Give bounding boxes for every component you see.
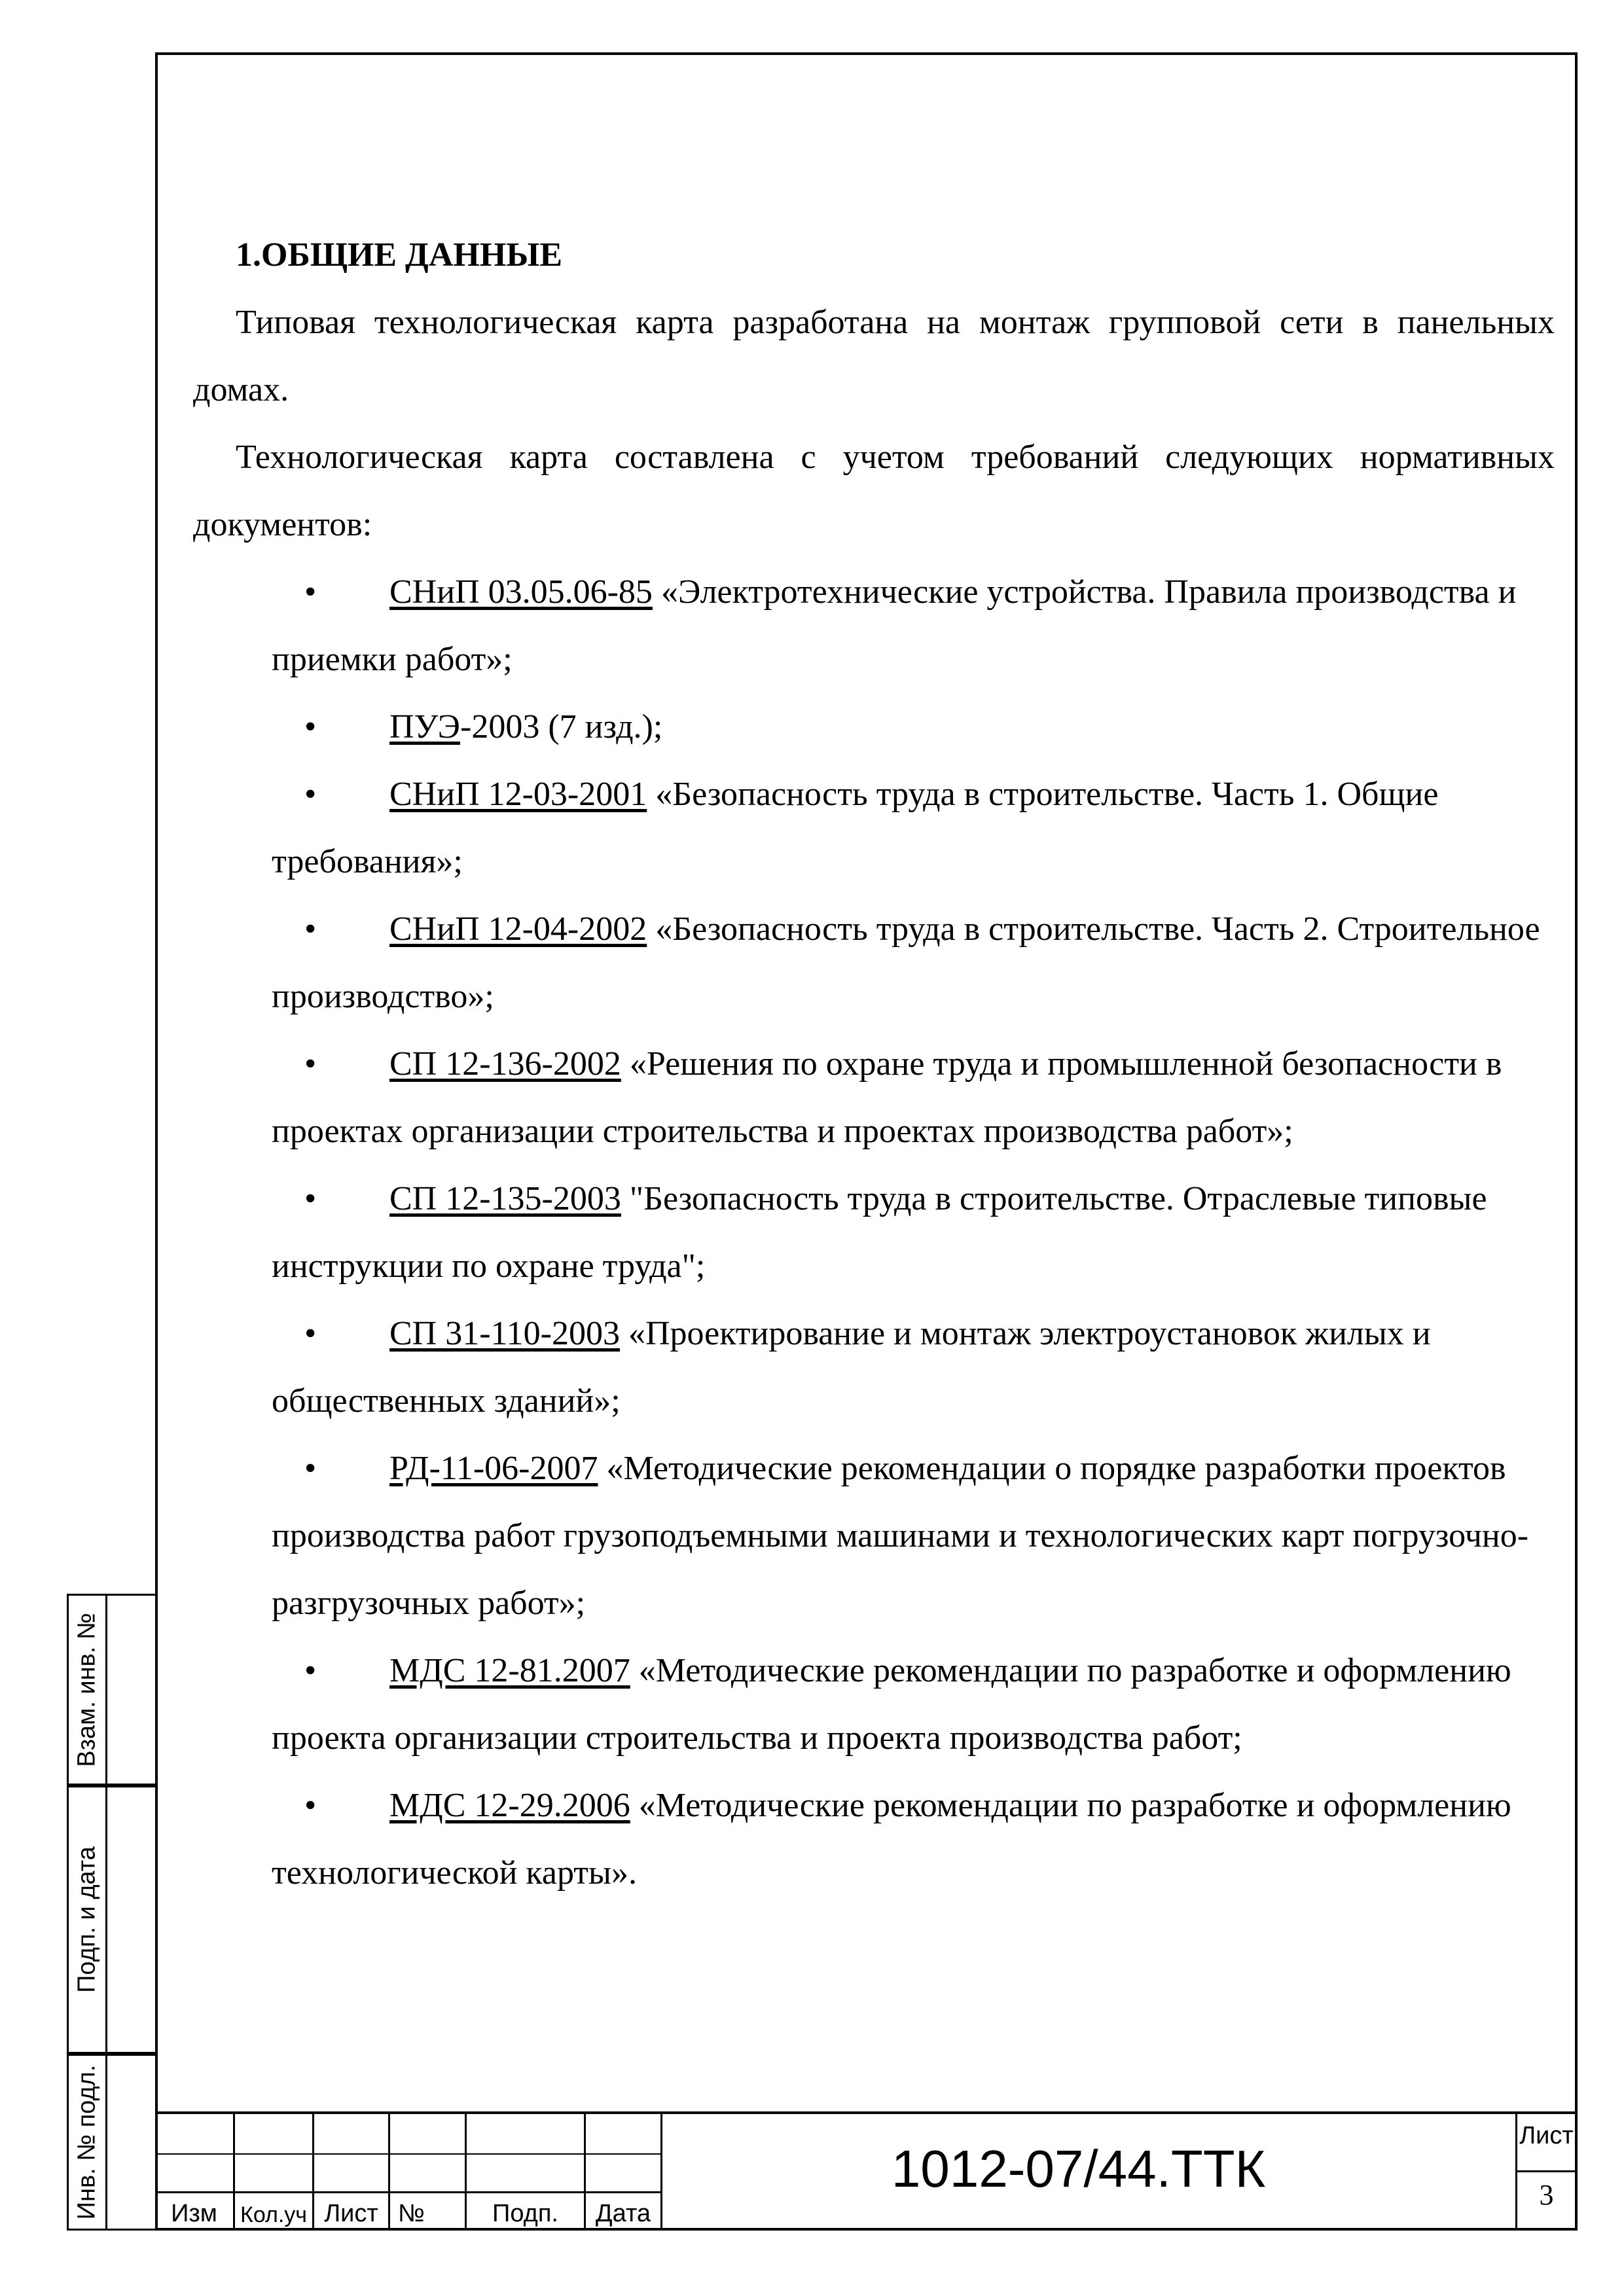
normative-documents-list [193, 558, 1555, 1907]
document-title: «Безопасность труда в строительстве. Часть 1. Общие требования»; [272, 776, 1439, 880]
list-item-text [272, 1637, 1555, 1772]
col-header-doc-no: № [398, 2200, 425, 2227]
document-reference-link[interactable]: СП 12-135-2003 [389, 1180, 621, 1217]
side-stamp-replacement-inv [67, 1594, 155, 1785]
paragraph: Технологическая карта составлена с учетом требований следующих нормативных документов: [193, 439, 1555, 543]
document-reference-link[interactable]: СП 12-136-2002 [389, 1045, 621, 1083]
document-reference-link[interactable]: МДС 12-29.2006 [389, 1787, 630, 1824]
section-heading: 1.ОБЩИЕ ДАННЫЕ [236, 236, 563, 274]
bullet-icon: • [304, 1450, 317, 1487]
bullet-icon: • [304, 1045, 317, 1083]
list-item [193, 1165, 1555, 1300]
document-title: «Решения по охране труда и промышленной безопасности в проектах организации строительства и проектах производства работ»; [272, 1045, 1502, 1150]
document-reference-link[interactable]: СНиП 03.05.06-85 [389, 573, 653, 611]
list-item [193, 693, 1555, 761]
list-item-text [272, 761, 1555, 895]
sheet-number: 3 [1539, 2179, 1554, 2211]
list-item [193, 1435, 1555, 1637]
document-code: 1012-07/44.ТТК [891, 2140, 1266, 2198]
document-title: «Методические рекомендации о порядке разработки проектов производства работ грузоподъемными машинами и технологических карт погрузочно-разгрузочных работ»; [272, 1450, 1529, 1622]
document-reference-link[interactable]: СНиП 12-04-2002 [389, 910, 647, 948]
list-item [193, 558, 1555, 693]
document-title: «Электротехнические устройства. Правила производства и приемки работ»; [272, 573, 1517, 678]
bullet-icon: • [304, 573, 317, 611]
list-item-text [272, 1165, 1555, 1300]
list-item [193, 1030, 1555, 1165]
side-stamp-label: Подп. и дата [73, 1846, 101, 1993]
bullet-icon: • [304, 776, 317, 813]
side-stamp-signature-date [67, 1785, 155, 2054]
document-title: «Проектирование и монтаж электроустановок жилых и общественных зданий»; [272, 1315, 1431, 1420]
bullet-icon: • [304, 910, 317, 948]
col-header-sheet: Лист [324, 2200, 378, 2227]
list-item [193, 761, 1555, 895]
col-header-date: Дата [595, 2200, 651, 2227]
col-header-change: Изм [171, 2200, 217, 2227]
document-reference-link[interactable]: РД-11-06-2007 [389, 1450, 598, 1487]
list-item-text [272, 1300, 1555, 1435]
list-item-text [272, 693, 1555, 761]
document-title: «Безопасность труда в строительстве. Часть 2. Строительное производство»; [272, 910, 1540, 1015]
document-reference-link[interactable]: СНиП 12-03-2001 [389, 776, 647, 813]
bullet-icon: • [304, 1787, 317, 1824]
sheet-label: Лист [1519, 2122, 1574, 2149]
side-stamp-original-inv [67, 2054, 155, 2231]
paragraph: Типовая технологическая карта разработана на монтаж групповой сети в панельных домах. [193, 304, 1555, 408]
list-item-text [272, 895, 1555, 1030]
document-reference-link[interactable]: ПУЭ [389, 708, 461, 745]
bullet-icon: • [304, 1652, 317, 1689]
side-stamp-label: Инв. № подл. [73, 2064, 101, 2220]
document-reference-link[interactable]: МДС 12-81.2007 [389, 1652, 630, 1689]
list-item-text [272, 1772, 1555, 1907]
bullet-icon: • [304, 1315, 317, 1352]
col-header-signature: Подп. [492, 2200, 558, 2227]
list-item [193, 1772, 1555, 1907]
bullet-icon: • [304, 708, 317, 745]
document-title: "Безопасность труда в строительстве. Отраслевые типовые инструкции по охране труда"; [272, 1180, 1487, 1285]
list-item-text [272, 1435, 1555, 1637]
document-reference-link[interactable]: СП 31-110-2003 [389, 1315, 620, 1352]
col-header-count: Кол.уч [240, 2202, 307, 2227]
side-stamp-label: Взам. инв. № [73, 1612, 101, 1767]
document-body [193, 221, 1555, 1907]
list-item [193, 1637, 1555, 1772]
list-item-text [272, 558, 1555, 693]
list-item [193, 1300, 1555, 1435]
list-item-text [272, 1030, 1555, 1165]
document-title: -2003 (7 изд.); [460, 708, 663, 745]
list-item [193, 895, 1555, 1030]
document-title: «Методические рекомендации по разработке и оформлению технологической карты». [272, 1787, 1511, 1892]
document-title: «Методические рекомендации по разработке и оформлению проекта организации строительства и проекта производства работ; [272, 1652, 1511, 1757]
bullet-icon: • [304, 1180, 317, 1217]
